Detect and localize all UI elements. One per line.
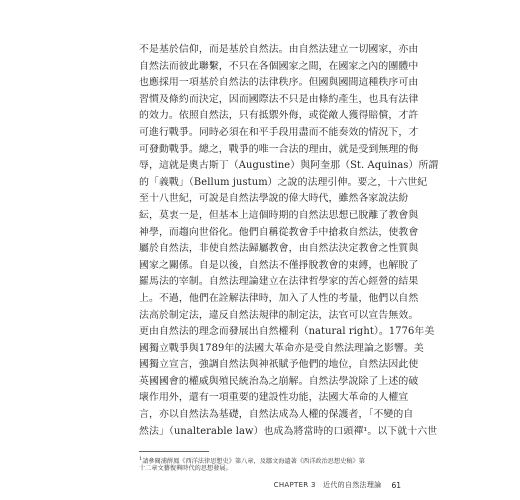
text-line: 國家之關係。自是以後，自然法不僅掙脫教會的束縛，也解脫了 [139, 259, 419, 271]
text-line: 的效力。依照自然法，只有抵禦外侮，或從敵人獲得賠償，才許 [139, 110, 419, 122]
text-line: 壞作用外，還有一項重要的建設性功能，法國大革命的人權宣 [139, 392, 409, 404]
text-line: 英國國會的權威與殖民統治為之崩解。自然法學說除了上述的破 [139, 375, 419, 387]
text-line: 至十八世紀，可說是自然法學說的偉大時代，雖然各家說法紛 [139, 193, 409, 205]
text-line: 神學，而趨向世俗化。他們自稱從教會手中搶救自然法，使教會 [139, 226, 419, 238]
text-line: 習慣及條約而決定，因而國際法不只是由條約產生，也具有法律 [139, 93, 419, 105]
text-line: 也應採用一項基於自然法的法律秩序。但國與國間這種秩序可由 [139, 77, 419, 89]
text-line: 自然法而彼此聯繫，不只在各個國家之間，在國家之內的團體中 [139, 60, 419, 72]
text-line: 言，亦以自然法為基礎，自然法成為人權的保護者，「不變的自 [139, 409, 414, 421]
text-line: 國獨立宣言，強調自然法與神祇賦予他們的地位，自然法因此使 [139, 359, 419, 371]
footnote-marker: 1 [139, 456, 143, 462]
text-line: 可進行戰爭。同時必須在和平手段用盡而不能奏效的情況下，才 [139, 126, 419, 138]
footnote-line: $^1$請參閱浦薛鳳《西洋法律思想史》第八章，及鄒文海遺著《西洋政治思想史稿》第 [139, 456, 365, 466]
footnote-line: 十二章文藝復興時代的思想發展。 [139, 465, 232, 472]
footnote [139, 455, 401, 473]
text-line: 不是基於信仰，而是基於自然法。由自然法建立一切國家，亦由 [139, 44, 419, 55]
page-number: 61 [391, 480, 401, 490]
text-line: 法高於制定法，違反自然法規律的制定法，法官可以宣告無效。 [139, 309, 419, 321]
chapter-label: CHAPTER 3 近代的自然法理論 [273, 481, 382, 489]
text-line: 上。不過，他們在詮解法律時，加入了人性的考量，他們以自然 [139, 292, 419, 304]
text-line: 國獨立戰爭與1789年的法國大革命亦是受自然法理論之影響。美 [139, 342, 424, 354]
text-line: 更由自然法的理念而發展出自然權利（natural right）。1776年美 [139, 326, 435, 338]
text-line: 紜，莫衷一是，但基本上這個時期的自然法思想已脫離了教會與 [139, 209, 419, 221]
body-paragraph [139, 42, 439, 440]
text-line: 然法」（unalterable law）也成為將當時的口頭禪¹。以下就十六世 [139, 425, 438, 437]
text-line: 辱，這就是奧古斯丁（Augustine）與阿奎那（St. Aquinas）所謂 [139, 160, 439, 172]
footnote-rule [139, 451, 209, 452]
running-footer [270, 479, 401, 491]
text-line: 可發動戰爭。總之，戰爭的唯一合法的理由，就是受到無理的侮 [139, 143, 419, 155]
text-line: 的「義戰」（Bellum justum）之說的法理引伸。要之，十六世紀 [139, 176, 428, 188]
text-line: 羅馬法的宰制。自然法理論建立在法律哲學家的苦心經營的結果 [139, 276, 419, 288]
text-line: 屬於自然法，非使自然法歸屬教會，由自然法決定教會之性質與 [139, 243, 419, 255]
